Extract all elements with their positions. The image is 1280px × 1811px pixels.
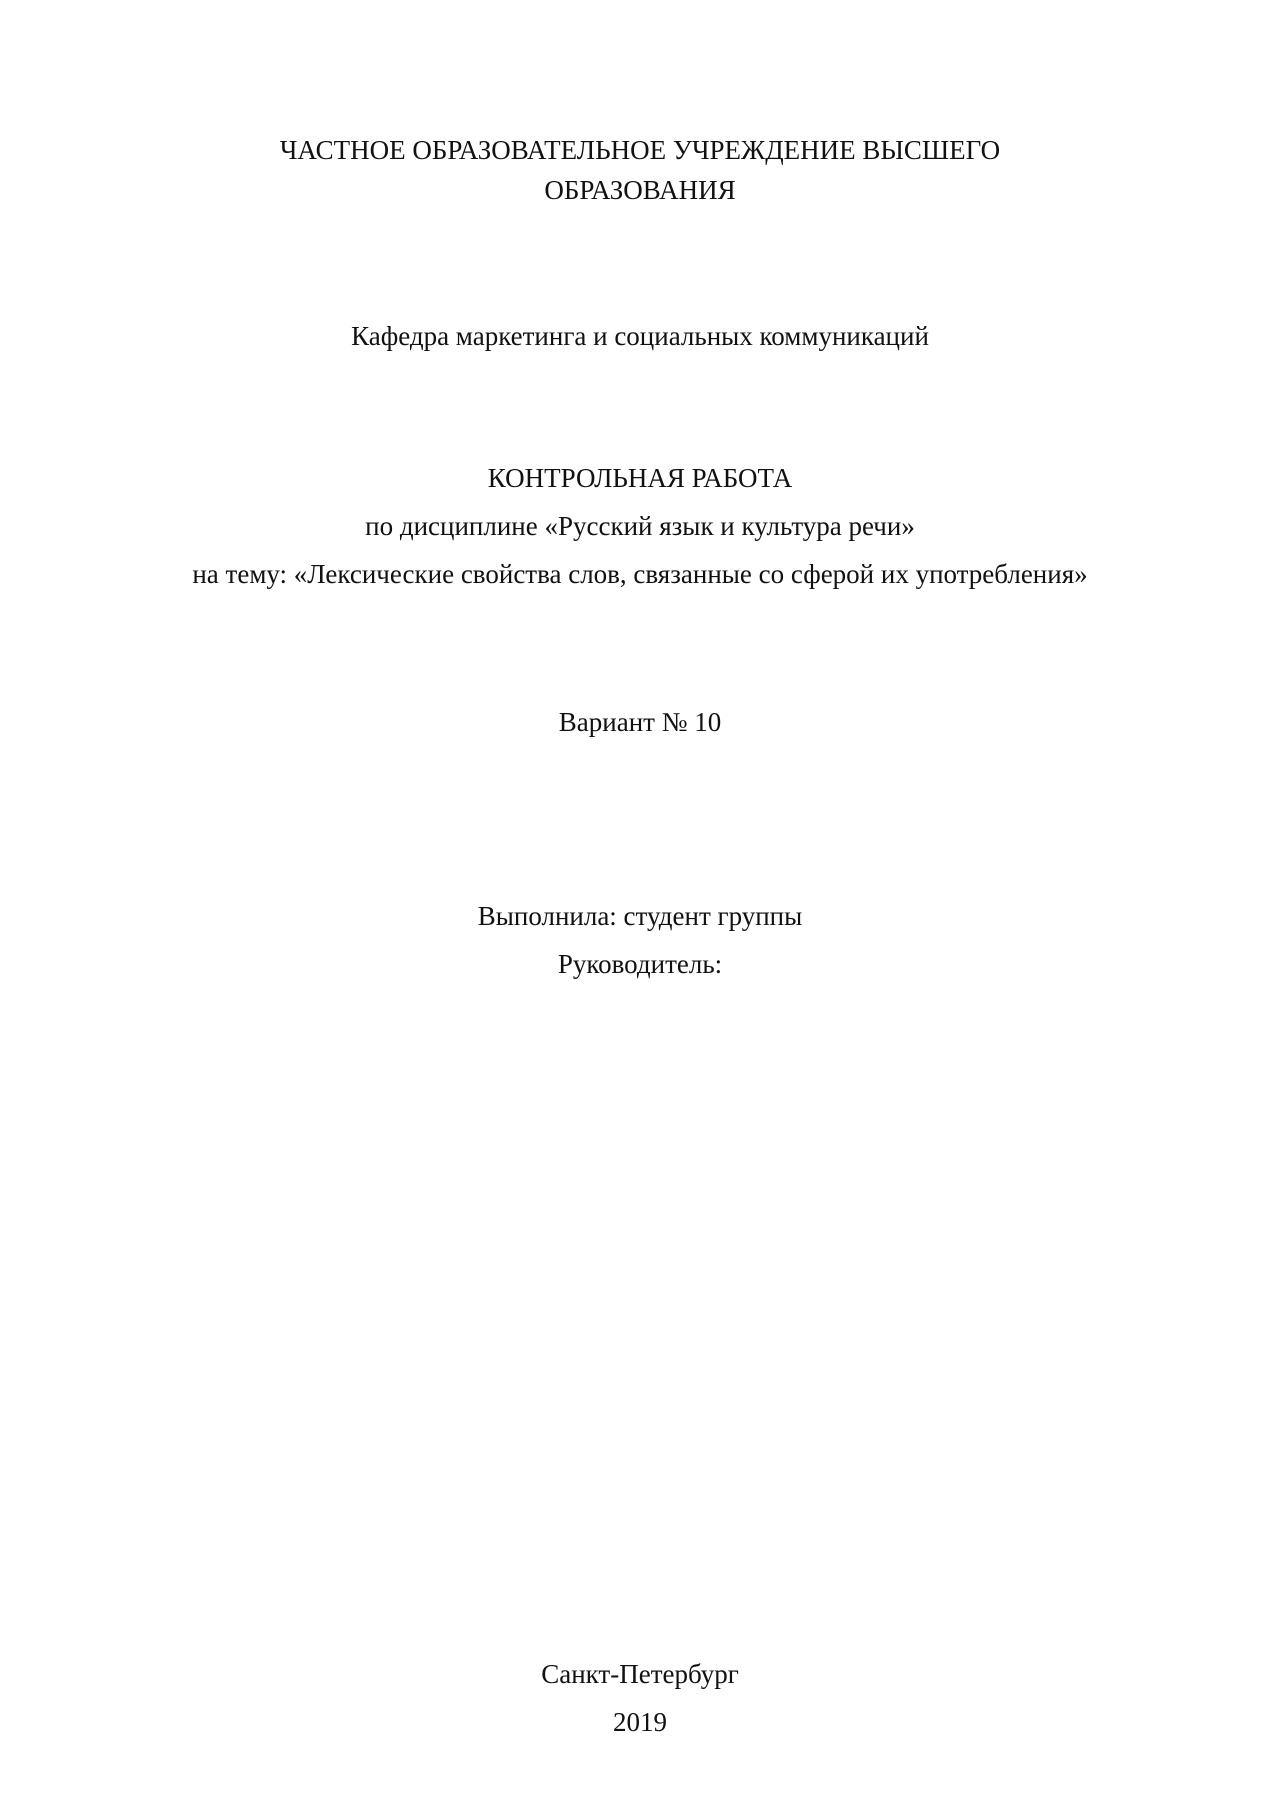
institution-name-line-2: ОБРАЗОВАНИЯ (544, 175, 736, 205)
performer-line: Выполнила: студент группы (477, 901, 803, 931)
supervisor-line: Руководитель: (557, 949, 723, 979)
discipline-line: по дисциплине «Русский язык и культура речи» (365, 511, 915, 541)
institution-name-line-1: ЧАСТНОЕ ОБРАЗОВАТЕЛЬНОЕ УЧРЕЖДЕНИЕ ВЫСШЕГО (279, 135, 1001, 165)
city-name: Санкт-Петербург (541, 1659, 739, 1689)
topic-line: на тему: «Лексические свойства слов, связанные со сферой их употребления» (192, 559, 1088, 589)
year: 2019 (613, 1707, 667, 1737)
variant-number: Вариант № 10 (558, 707, 722, 737)
department-name: Кафедра маркетинга и социальных коммуникаций (351, 321, 929, 351)
work-type-heading: КОНТРОЛЬНАЯ РАБОТА (487, 463, 793, 493)
